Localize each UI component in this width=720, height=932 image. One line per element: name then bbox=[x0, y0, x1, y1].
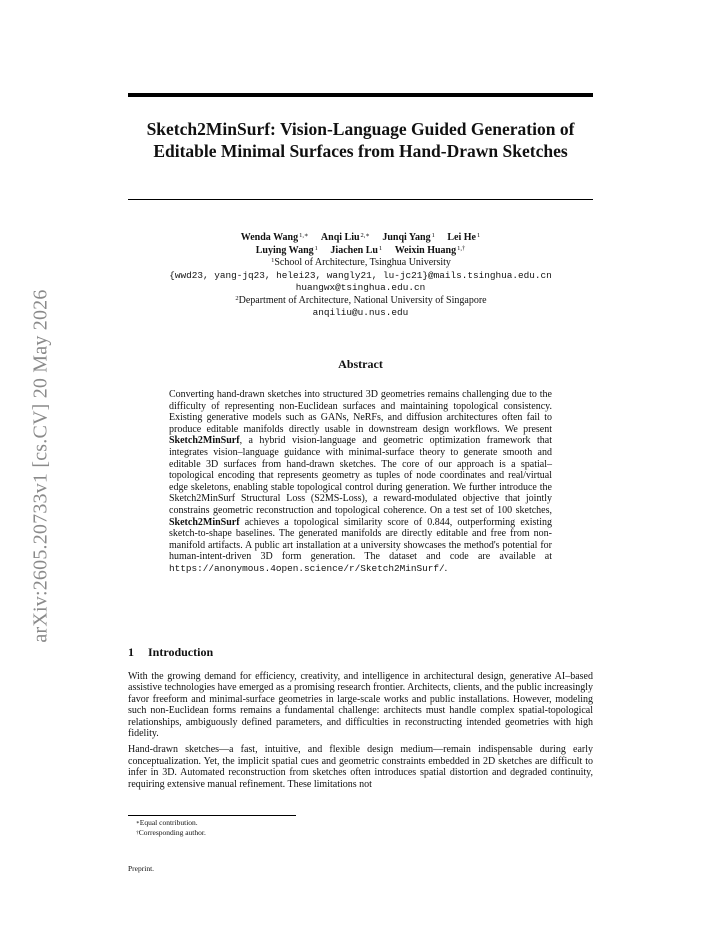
email-tsinghua-students[interactable]: {wwd23, yang-jq23, helei23, wangly21, lu-jc21}@mails.tsinghua.edu.cn bbox=[169, 269, 552, 281]
paper-title: Sketch2MinSurf: Vision-Language Guided Generation of Editable Minimal Surfaces from Hand-Drawn Sketches bbox=[146, 119, 575, 161]
introduction-body bbox=[128, 671, 593, 795]
section-heading-introduction bbox=[128, 645, 213, 660]
author-name: Lei He bbox=[447, 232, 476, 243]
author-name: Wenda Wang bbox=[240, 232, 299, 243]
paragraph: Hand-drawn sketches—a fast, intuitive, and flexible design medium—remain indispensable during early conceptualization. Yet, the implicit spatial cues and geometric constraints embedded in 2D sketches are difficult to infer in 3D. Automated reconstruction from sketches often introduces spatial distortion and degraded continuity, requiring extensive manual refinement. These limitations not bbox=[128, 744, 593, 790]
section-number: 1 bbox=[128, 645, 134, 659]
abstract-body: Converting hand-drawn sketches into structured 3D geometries remains challenging due to the difficulty of representing non-Euclidean surfaces and maintaining topological consistency. Existing generative models such as GANs, NeRFs, and diffusion architectures often fail to produce editable manifolds directly usable in downstream design workflows. We present Sketch2MinSurf, a hybrid vision-language and geometric optimization framework that integrates vision–language guidance with minimal-surface theory to generate smooth and editable 3D surfaces from hand-drawn sketches. The core of our approach is a spatial–topological encoding that represents geometry as tuples of node coordinates and real/virtual edge skeletons, enabling stable topological control during generation. We further introduce the Sketch2MinSurf Structural Loss (S2MS-Loss), a reward-modulated objective that jointly constrains geometric reconstruction and topological coherence. On a test set of 100 sketches, Sketch2MinSurf achieves a topological similarity score of 0.844, outperforming existing sketch-to-shape baselines. The generated manifolds are directly editable and free from non-manifold artifacts. A public art installation at a university showcases the method's potential for human-intent-driven 3D form generation. The dataset and code are available at https://anonymous.4open.science/r/Sketch2MinSurf/. bbox=[169, 389, 552, 574]
title-rule-top bbox=[128, 93, 593, 97]
preprint-label: Preprint. bbox=[128, 864, 155, 873]
section-title: Introduction bbox=[148, 645, 214, 659]
footnotes bbox=[136, 818, 206, 838]
affiliation-1: $^1$School of Architecture, Tsinghua University bbox=[271, 257, 451, 268]
email-nus[interactable]: anqiliu@u.nus.edu bbox=[312, 307, 409, 318]
author-name: Luying Wang bbox=[255, 244, 314, 256]
author-name: Anqi Liu bbox=[320, 232, 360, 243]
email-tsinghua-corresponding[interactable]: huangwx@tsinghua.edu.cn bbox=[295, 282, 426, 293]
author-line-1: Wenda Wang$^{1,∗}$ Anqi Liu$^{2,∗}$ Junqi Yang$^1$ Lei He$^1$ bbox=[240, 232, 481, 243]
author-line-2: Luying Wang$^1$ Jiachen Lu$^1$ Weixin Huang$^{1,\dagger}$ bbox=[255, 244, 466, 256]
dataset-link[interactable]: https://anonymous.4open.science/r/Sketch2MinSurf/ bbox=[169, 562, 445, 574]
arxiv-id[interactable]: arXiv:2605.20733v1 [cs.CV] 20 May 2026 bbox=[29, 289, 52, 643]
footnote-rule bbox=[128, 815, 296, 816]
footnote-equal-contribution: ∗Equal contribution. bbox=[136, 818, 198, 827]
paragraph: With the growing demand for efficiency, creativity, and intelligence in architectural design, generative AI–based assistive technologies have emerged as a promising research frontier. Architects, clients, and the public increasingly favor freeform and minimal-surface geometries in large-scale works and public installations. However, modeling such non-Euclidean forms remains a fundamental challenge: architects must handle complex spatial-topological relationships, ambiguously defined parameters, and difficulties in reconstructing intended geometries with high fidelity. bbox=[128, 671, 593, 740]
author-block bbox=[128, 232, 593, 320]
abstract-heading: Abstract bbox=[338, 357, 383, 371]
title-rule-bottom bbox=[128, 199, 593, 200]
footnote-corresponding: †Corresponding author. bbox=[136, 828, 206, 837]
author-name: Weixin Huang bbox=[394, 244, 457, 256]
author-name: Jiachen Lu bbox=[330, 244, 378, 256]
affiliation-2: $^2$Department of Architecture, National University of Singapore bbox=[235, 294, 487, 306]
author-name: Junqi Yang bbox=[382, 232, 431, 243]
